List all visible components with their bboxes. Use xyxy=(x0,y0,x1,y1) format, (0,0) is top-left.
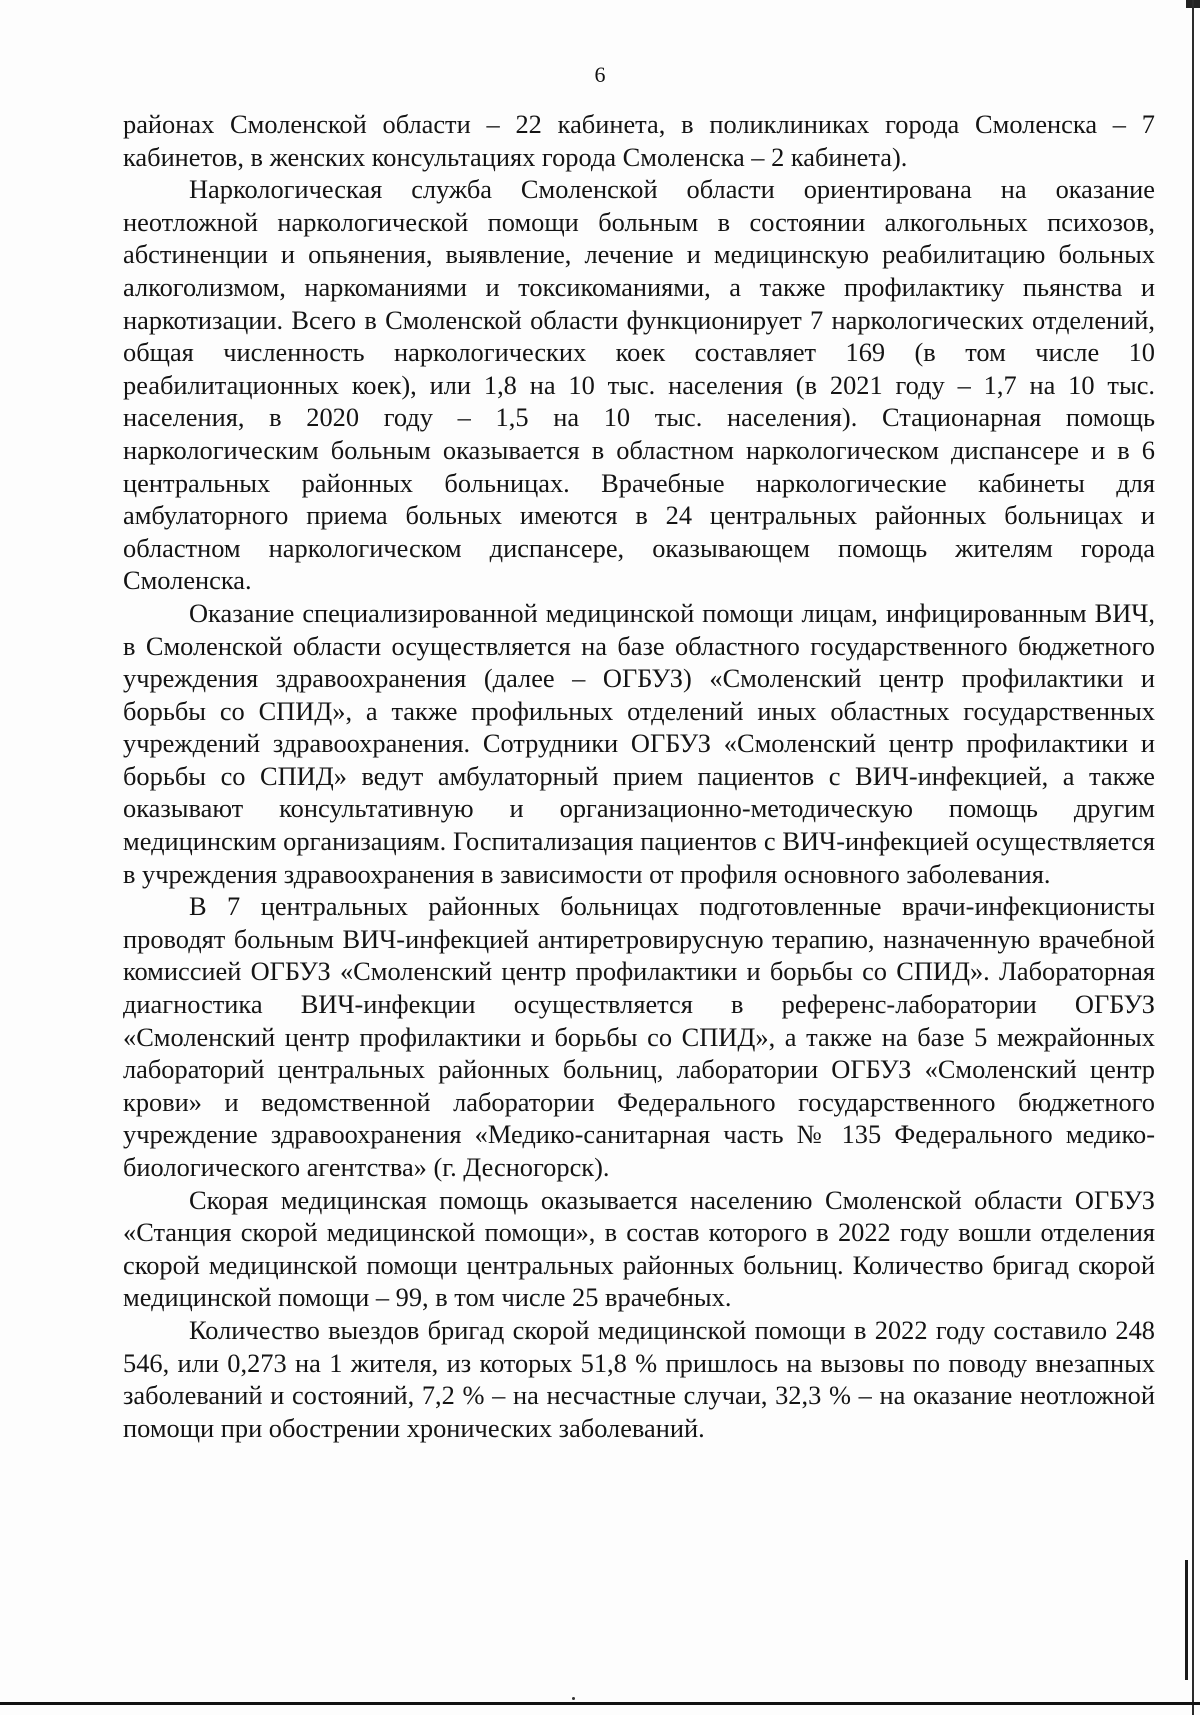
paragraph-emergency-care: Скорая медицинская помощь оказывается населению Смоленской области ОГБУЗ «Станция скорой медицинской помощи», в состав которого в 2022 году вошли отделения скорой медицинской помощи центральных районных больниц. Количество бригад скорой медицинской помощи – 99, в том числе 25 врачебных. xyxy=(123,1184,1155,1313)
paragraph-emergency-calls: Количество выездов бригад скорой медицинской помощи в 2022 году составило 248 546, или 0,273 на 1 жителя, из которых 51,8 % пришлось на вызовы по поводу внезапных заболеваний и состояний, 7,2 % – на несчастные случаи, 32,3 % – на оказание неотложной помощи при обострении хронических заболеваний. xyxy=(123,1314,1155,1443)
scan-border-right xyxy=(1192,0,1194,1715)
paragraph-hiv-care: Оказание специализированной медицинской помощи лицам, инфицированным ВИЧ, в Смоленской области осуществляется на базе областного государственного бюджетного учреждения здравоохранения (далее – ОГБУЗ) «Смоленский центр профилактики и борьбы со СПИД», а также профильных отделений иных областных государственных учреждений здравоохранения. Сотрудники ОГБУЗ «Смоленский центр профилактики и борьбы со СПИД» ведут амбулаторный прием пациентов с ВИЧ-инфекцией, а также оказывают консультативную и организационно-методическую помощь другим медицинским организациям. Госпитализация пациентов с ВИЧ-инфекцией осуществляется в учреждения здравоохранения в зависимости от профиля основного заболевания. xyxy=(123,597,1155,889)
paragraph-continuation: районах Смоленской области – 22 кабинета, в поликлиниках города Смоленска – 7 кабинетов, в женских консультациях города Смоленска – 2 кабинета). xyxy=(123,109,1155,172)
page-number: 6 xyxy=(594,62,606,87)
scan-border-bottom xyxy=(0,1702,1200,1705)
paragraph-hiv-therapy: В 7 центральных районных больницах подготовленные врачи-инфекционисты проводят больным ВИЧ-инфекцией антиретровирусную терапию, назначенную врачебной комиссией ОГБУЗ «Смоленский центр профилактики и борьбы со СПИД». Лабораторная диагностика ВИЧ-инфекции осуществляется в референс-лаборатории ОГБУЗ «Смоленский центр профилактики и борьбы со СПИД», а также на базе 5 межрайонных лабораторий центральных районных больниц, лаборатории ОГБУЗ «Смоленский центр крови» и ведомственной лаборатории Федерального государственного бюджетного учреждение здравоохранения «Медико-санитарная часть № 135 Федерального медико-биологического агентства» (г. Десногорск). xyxy=(123,891,1155,1182)
scan-border-right-mark xyxy=(1185,1560,1188,1680)
document-body xyxy=(123,108,1155,1444)
paragraph-narcology-service: Наркологическая служба Смоленской области ориентирована на оказание неотложной наркологической помощи больным в состоянии алкогольных психозов, абстиненции и опьянения, выявление, лечение и медицинскую реабилитацию больных алкоголизмом, наркоманиями и токсикоманиями, а также профилактику пьянства и наркотизации. Всего в Смоленской области функционирует 7 наркологических отделений, общая численность наркологических коек составляет 169 (в том числе 10 реабилитационных коек), или 1,8 на 10 тыс. населения (в 2021 году – 1,7 на 10 тыс. населения, в 2020 году – 1,5 на 10 тыс. населения). Стационарная помощь наркологическим больным оказывается в областном наркологическом диспансере и в 6 центральных районных больницах. Врачебные наркологические кабинеты для амбулаторного приема больных имеются в 24 центральных районных больницах и областном наркологическом диспансере, оказывающем помощь жителям города Смоленска. xyxy=(123,174,1155,596)
scan-dot-artifact xyxy=(572,1697,575,1700)
